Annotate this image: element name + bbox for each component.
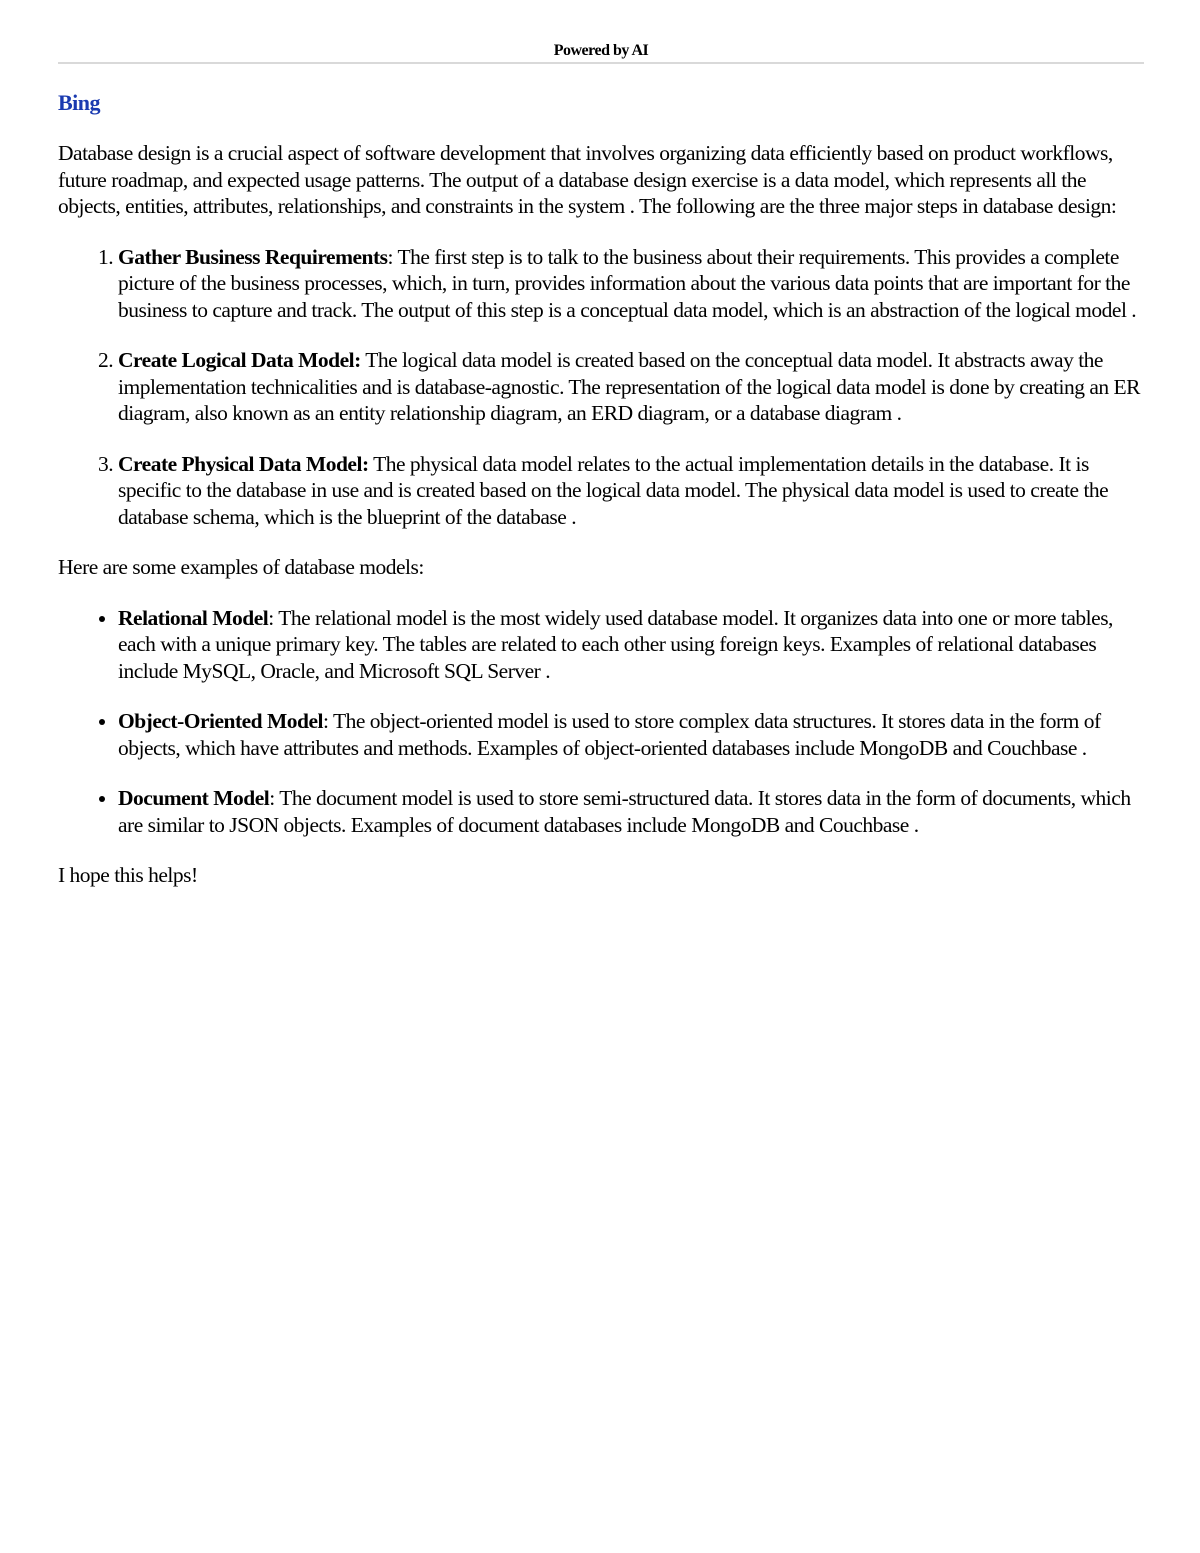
closing-paragraph: I hope this helps! [58, 863, 198, 887]
model-title: Relational Model [118, 605, 269, 630]
model-text: : The object-oriented model is used to store complex data structures. It stores data in the form of objects, which have attributes and methods. Examples of object-oriented databases include MongoDB and Couchbase . [118, 709, 1101, 760]
list-item [118, 708, 1144, 761]
design-steps-list [58, 244, 1144, 531]
step-text: The logical data model is created based on the conceptual data model. It abstracts away the implementation technicalities and is database-agnostic. The representation of the logical data model is done by creating an ER diagram, also known as an entity relationship diagram, an ERD diagram, or a database diagram . [118, 348, 1140, 425]
model-title: Document Model [118, 786, 270, 810]
source-label: Bing [58, 90, 101, 115]
page-header [58, 0, 1144, 64]
document-page [58, 0, 1144, 889]
step-text: The physical data model relates to the actual implementation details in the database. It is specific to the database in use and is created based on the logical data model. The physical data model is used to create the database schema, which is the blueprint of the database . [118, 451, 1109, 529]
step-title: Create Physical Data Model: [118, 451, 369, 476]
database-models-list [58, 605, 1144, 839]
powered-by-label: Powered by AI [553, 42, 649, 59]
intro-paragraph: Database design is a crucial aspect of software development that involves organizing data efficiently based on product workflows, future roadmap, and expected usage patterns. The output of a database design exercise is a data model, which represents all the objects, entities, attributes, relationships, and constraints in the system . The following are the three major steps in database design: [58, 141, 1117, 218]
step-text: : The first step is to talk to the business about their requirements. This provides a complete picture of the business processes, which, in turn, provides information about the various data points that are important for the business to capture and track. The output of this step is a conceptual data model, which is an abstraction of the logical model . [118, 244, 1137, 322]
model-title: Object-Oriented Model [118, 709, 324, 733]
list-item [118, 605, 1144, 685]
model-text: : The document model is used to store semi-structured data. It stores data in the form of documents, which are similar to JSON objects. Examples of document databases include MongoDB and Couchbase . [118, 786, 1131, 837]
list-item [118, 785, 1144, 838]
model-text: : The relational model is the most widely used database model. It organizes data into one or more tables, each with a unique primary key. The tables are related to each other using foreign keys. Examples of relational databases include MySQL, Oracle, and Microsoft SQL Server . [118, 605, 1113, 683]
list-item [118, 347, 1144, 427]
list-item [118, 244, 1144, 324]
step-title: Create Logical Data Model: [118, 348, 361, 372]
examples-intro-paragraph: Here are some examples of database models: [58, 555, 424, 579]
list-item [118, 451, 1144, 531]
step-title: Gather Business Requirements [118, 244, 388, 269]
